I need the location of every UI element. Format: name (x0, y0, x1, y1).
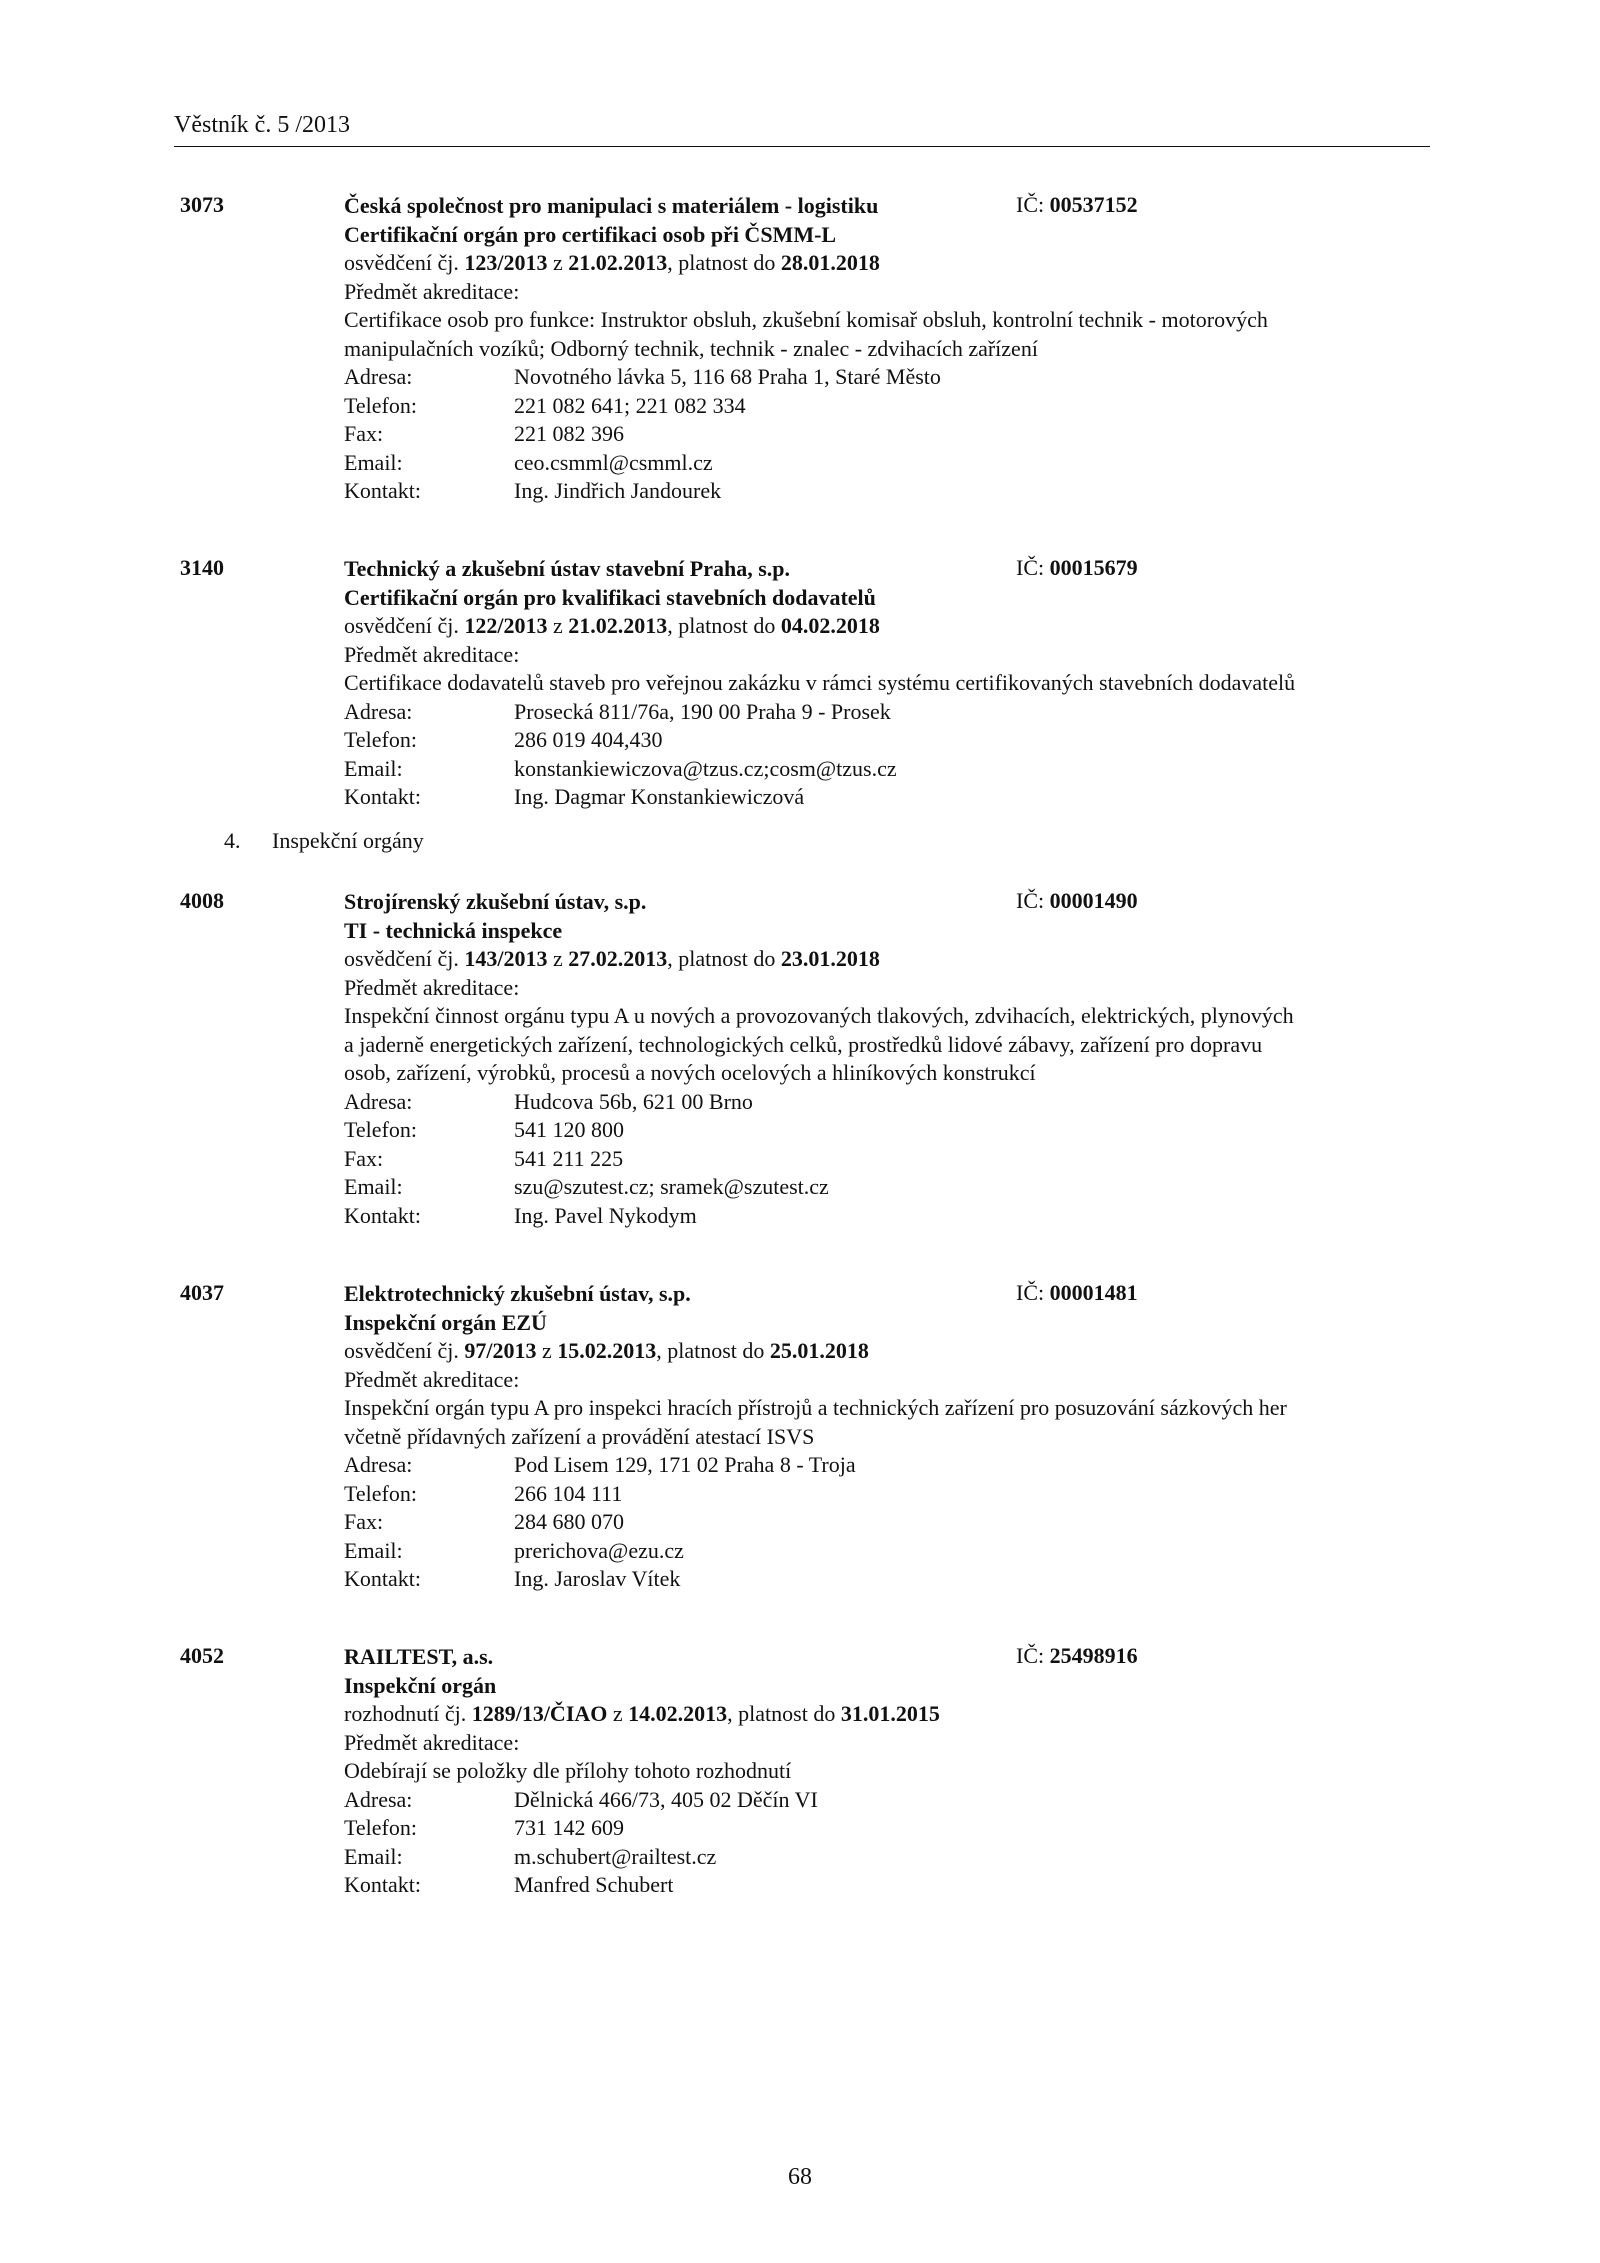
predmet-label: Předmět akreditace: (344, 641, 520, 667)
section-heading (224, 828, 424, 854)
predmet-label: Předmět akreditace: (344, 278, 520, 304)
organ-name: Inspekční orgán EZÚ (344, 1309, 547, 1335)
email-field: Email: szu@szutest.cz; sramek@szutest.cz (344, 1174, 829, 1199)
email-field: Email: ceo.csmml@csmml.cz (344, 449, 713, 475)
email-field: Email: konstankiewiczova@tzus.cz;cosm@tzus.cz (344, 755, 897, 781)
accreditation-desc-1: Certifikace osob pro funkce: Instruktor obsluh, zkušební komisař obsluh, kontrolní technik - motorových (344, 307, 1268, 332)
fax-field: Fax: 284 680 070 (344, 1509, 624, 1534)
accreditation-desc-2: včetně přídavných zařízení a provádění atestací ISVS (344, 1423, 815, 1449)
accreditation-desc-1: Inspekční činnost orgánu typu A u nových a provozovaných tlakových, zdvihacích, elektrických, plynových (344, 1003, 1294, 1028)
certificate-line: osvědčení čj. 123/2013 z 21.02.2013, platnost do 28.01.2018 (344, 250, 880, 275)
accreditation-desc-2: manipulačních vozíků; Odborný technik, technik - znalec - zdvihacích zařízení (344, 335, 1038, 361)
accreditation-desc-1: Inspekční orgán typu A pro inspekci hracích přístrojů a technických zařízení pro posuzování sázkových her (344, 1395, 1287, 1420)
entry-number: 4052 (180, 1643, 224, 1668)
org-name: Česká společnost pro manipulaci s materiálem - logistiku (344, 193, 879, 218)
entry-body (344, 192, 1444, 506)
entry-number: 4008 (180, 888, 224, 913)
org-name: RAILTEST, a.s. (344, 1644, 494, 1669)
address-field: Adresa: Novotného lávka 5, 116 68 Praha 1, Staré Město (344, 364, 941, 389)
ico-field: IČ: 00015679 (1016, 555, 1138, 580)
ico-field: IČ: 00537152 (1016, 192, 1138, 217)
predmet-label: Předmět akreditace: (344, 1729, 520, 1755)
ico-field: IČ: 00001490 (1016, 888, 1138, 913)
address-field: Adresa: Hudcova 56b, 621 00 Brno (344, 1088, 753, 1114)
contact-field: Kontakt: Manfred Schubert (344, 1872, 674, 1897)
contact-field: Kontakt: Ing. Dagmar Konstankiewiczová (344, 784, 805, 809)
org-name: Elektrotechnický zkušební ústav, s.p. (344, 1281, 691, 1306)
contact-field: Kontakt: Ing. Pavel Nykodym (344, 1202, 697, 1228)
phone-field: Telefon: 286 019 404,430 (344, 727, 663, 752)
decision-line: rozhodnutí čj. 1289/13/ČIAO z 14.02.2013, platnost do 31.01.2015 (344, 1701, 940, 1726)
phone-field: Telefon: 731 142 609 (344, 1815, 624, 1840)
address-field: Adresa: Prosecká 811/76a, 190 00 Praha 9 - Prosek (344, 698, 891, 724)
contact-field: Kontakt: Ing. Jindřich Jandourek (344, 478, 722, 503)
ico-field: IČ: 25498916 (1016, 1643, 1138, 1668)
accreditation-desc-3: osob, zařízení, výrobků, procesů a nových ocelových a hliníkových konstrukcí (344, 1060, 1036, 1085)
phone-field: Telefon: 221 082 641; 221 082 334 (344, 392, 746, 418)
page-number: 68 (788, 2164, 812, 2190)
page-header-title: Věstník č. 5 /2013 (174, 112, 350, 138)
section-title: Inspekční orgány (272, 828, 424, 853)
organ-name: TI - technická inspekce (344, 917, 563, 943)
certificate-line: osvědčení čj. 122/2013 z 21.02.2013, platnost do 04.02.2018 (344, 613, 880, 638)
address-field: Adresa: Dělnická 466/73, 405 02 Děčín VI (344, 1786, 818, 1812)
entry-number: 4037 (180, 1280, 224, 1305)
accreditation-desc-2: a jaderně energetických zařízení, technologických celků, prostředků lidové zábavy, zařízení pro dopravu (344, 1031, 1263, 1057)
phone-field: Telefon: 266 104 111 (344, 1480, 623, 1506)
entry-number: 3140 (180, 555, 224, 580)
address-field: Adresa: Pod Lisem 129, 171 02 Praha 8 - Troja (344, 1452, 856, 1477)
fax-field: Fax: 541 211 225 (344, 1145, 624, 1171)
organ-name: Inspekční orgán (344, 1672, 497, 1698)
accreditation-desc-1: Odebírají se položky dle přílohy tohoto rozhodnutí (344, 1758, 792, 1783)
email-field: Email: m.schubert@railtest.cz (344, 1843, 717, 1869)
entry-body (344, 888, 1444, 1230)
certificate-line: osvědčení čj. 97/2013 z 15.02.2013, platnost do 25.01.2018 (344, 1338, 869, 1363)
entry-body (344, 1280, 1444, 1594)
phone-field: Telefon: 541 120 800 (344, 1117, 624, 1142)
organ-name: Certifikační orgán pro certifikaci osob při ČSMM-L (344, 221, 837, 247)
predmet-label: Předmět akreditace: (344, 974, 520, 1000)
accreditation-desc-1: Certifikace dodavatelů staveb pro veřejnou zakázku v rámci systému certifikovaných stavebních dodavatelů (344, 670, 1296, 695)
predmet-label: Předmět akreditace: (344, 1366, 520, 1392)
org-name: Technický a zkušební ústav stavební Praha, s.p. (344, 556, 791, 581)
entry-number: 3073 (180, 192, 224, 217)
section-number: 4. (224, 828, 241, 853)
entry-body (344, 1643, 1444, 1900)
fax-field: Fax: 221 082 396 (344, 421, 624, 446)
contact-field: Kontakt: Ing. Jaroslav Vítek (344, 1566, 681, 1591)
org-name: Strojírenský zkušební ústav, s.p. (344, 889, 647, 914)
organ-name: Certifikační orgán pro kvalifikaci stavebních dodavatelů (344, 584, 876, 610)
email-field: Email: prerichova@ezu.cz (344, 1537, 684, 1563)
ico-field: IČ: 00001481 (1016, 1280, 1138, 1305)
certificate-line: osvědčení čj. 143/2013 z 27.02.2013, platnost do 23.01.2018 (344, 946, 880, 971)
entry-body (344, 555, 1444, 812)
header-divider (174, 146, 1430, 147)
